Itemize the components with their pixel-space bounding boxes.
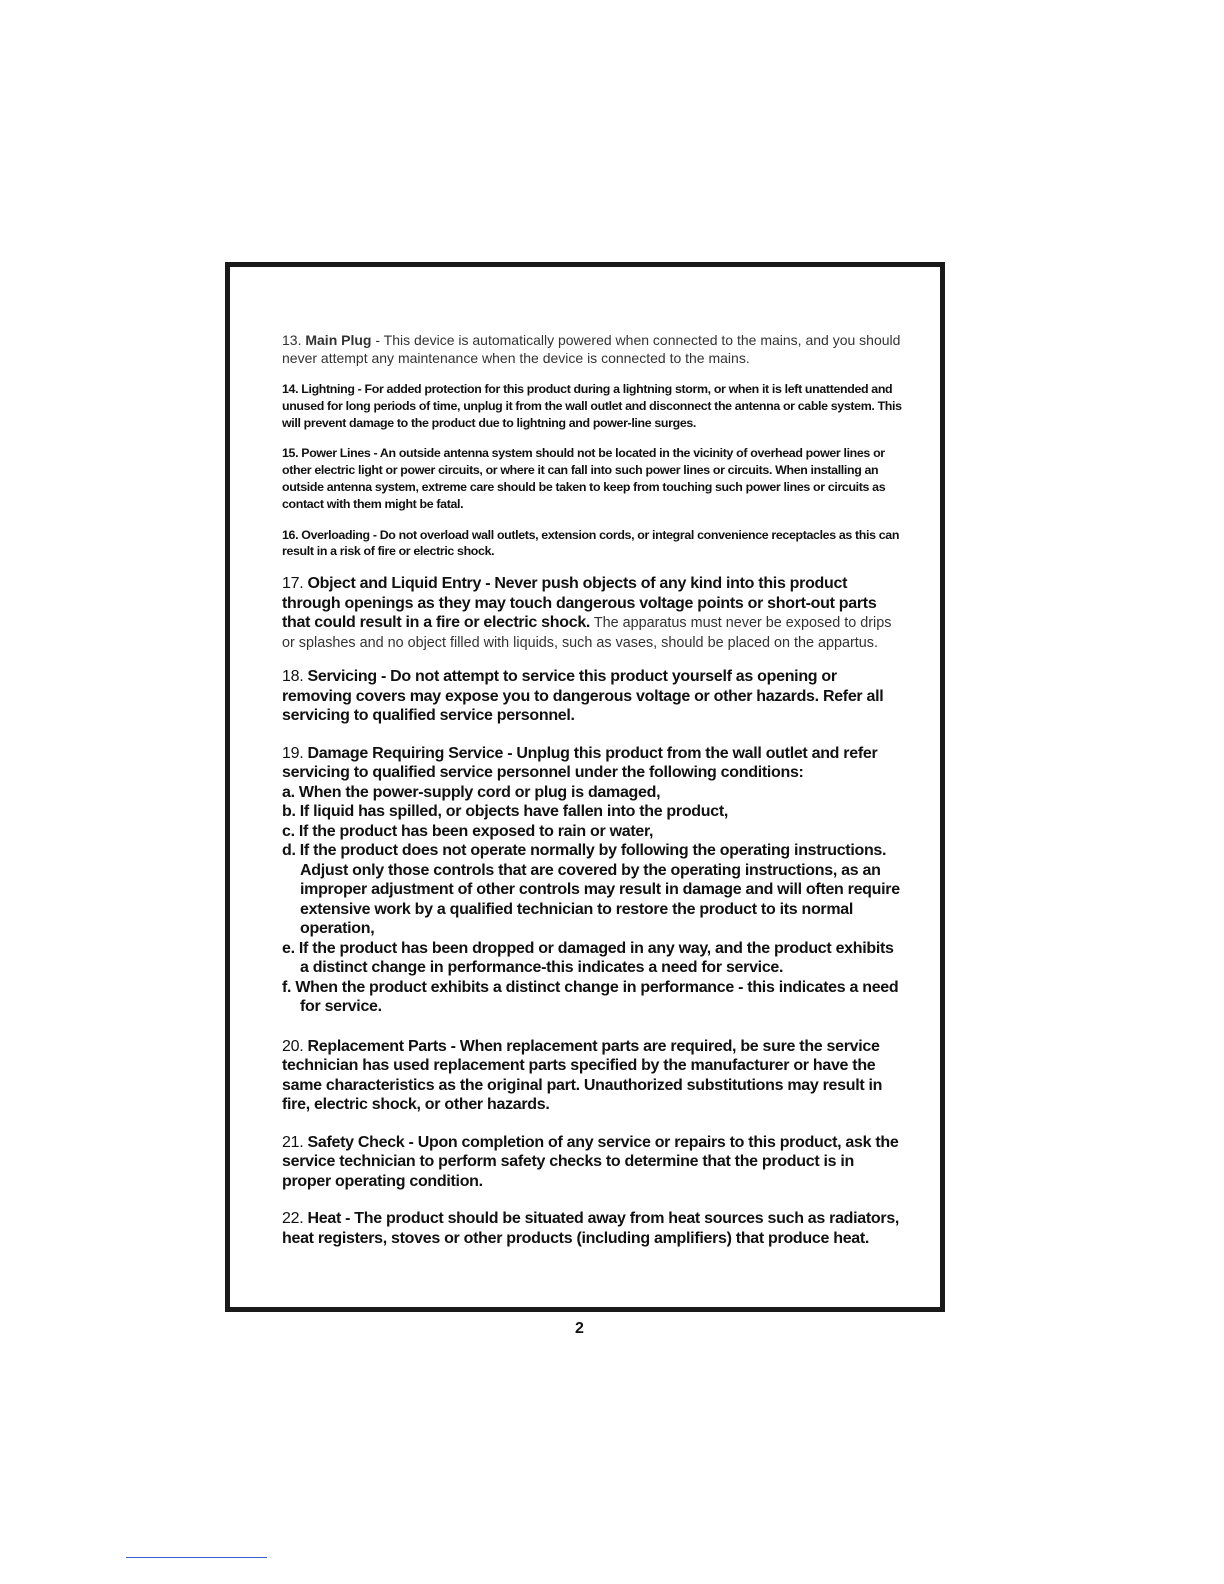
condition-f: f. When the product exhibits a distinct change in performance - this indicates a need for service. (282, 978, 899, 1016)
item-title: Main Plug (305, 332, 372, 348)
item-number: 21. (282, 1133, 304, 1151)
item-title: Lightning (301, 382, 355, 396)
document-frame (225, 262, 945, 1312)
item-text: - This device is automatically powered when connected to the mains, and you should never attempt any maintenance when the device is connected to the mains. (282, 332, 901, 366)
item-title: Overloading (301, 527, 370, 542)
item-20 (282, 1037, 902, 1115)
item-22 (282, 1209, 902, 1248)
item-number: 13. (282, 332, 302, 348)
item-text: - For added protection for this product during a lightning storm, or when it is left unattended and unused for long periods of time, unplug it from the wall outlet and disconnect the antenna or cable system. This will prevent damage to the product due to lightning and power-line surges. (282, 382, 902, 430)
item-19 (282, 744, 902, 1017)
condition-d: d. If the product does not operate normally by following the operating instructions. Adjust only those controls that are covered by the operating instructions, as an improper adjustment of other controls may result in damage and will often require extensive work by a qualified technician to restore the product to its normal operation, (282, 842, 900, 938)
condition-b: b. If liquid has spilled, or objects have fallen into the product, (282, 803, 729, 821)
item-number: 14. (282, 382, 299, 396)
item-number: 20. (282, 1037, 304, 1055)
item-text: - When replacement parts are required, be sure the service technician has used replacement parts specified by the manufacturer or have the same characteristics as the original part. Unauthorized substitutions may result in fire, electric shock, or other hazards. (282, 1037, 883, 1114)
item-text: - Do not attempt to service this product yourself as opening or removing covers may expose you to dangerous voltage or other hazards. Refer all servicing to qualified service personnel. (282, 668, 884, 725)
item-16 (282, 527, 902, 561)
item-text: - Unplug this product from the wall outlet and refer servicing to qualified service personnel under the following conditions: (282, 744, 878, 782)
item-18 (282, 667, 902, 726)
item-number: 16. (282, 527, 299, 542)
safety-instructions (282, 331, 902, 1262)
item-text: - An outside antenna system should not be located in the vicinity of overhead power lines or other electric light or power circuits, or where it can fall into such power lines or circuits. When installing an outside antenna system, extreme care should be taken to keep from touching such power lines or circuits as contact with them might be fatal. (282, 446, 886, 511)
item-number: 19. (282, 744, 304, 762)
item-text: - Upon completion of any service or repairs to this product, ask the service technician to perform safety checks to determine that the product is in proper operating condition. (282, 1133, 899, 1190)
footnote-divider (126, 1557, 267, 1558)
condition-c: c. If the product has been exposed to rain or water, (282, 822, 654, 840)
item-title: Heat (307, 1210, 341, 1228)
item-17 (282, 574, 902, 653)
item-15 (282, 445, 902, 512)
item-number: 18. (282, 668, 304, 686)
item-number: 22. (282, 1210, 304, 1228)
item-21 (282, 1133, 902, 1192)
item-title: Power Lines (301, 446, 371, 461)
condition-a: a. When the power-supply cord or plug is damaged, (282, 783, 661, 801)
item-text: - Do not overload wall outlets, extension cords, or integral convenience receptacles as this can result in a risk of fire or electric shock. (282, 527, 900, 559)
item-title: Safety Check (307, 1133, 405, 1151)
item-text: - The product should be situated away from heat sources such as radiators, heat registers, stoves or other products (including amplifiers) that produce heat. (282, 1210, 900, 1247)
item-title: Servicing (307, 668, 377, 686)
item-text-extra: The apparatus must never be exposed to drips or splashes and no object filled with liquids, such as vases, should be placed on the appartus. (282, 615, 892, 652)
condition-e: e. If the product has been dropped or damaged in any way, and the product exhibits a distinct change in performance-this indicates a need for service. (282, 939, 894, 977)
item-number: 15. (282, 446, 299, 461)
item-number: 17. (282, 575, 304, 593)
item-text: - Never push objects of any kind into this product through openings as they may touch dangerous voltage points or short-out parts that could result in a fire or electric shock. (282, 575, 877, 632)
item-title: Damage Requiring Service (307, 744, 504, 762)
item-title: Object and Liquid Entry (307, 575, 482, 593)
item-title: Replacement Parts (307, 1037, 447, 1055)
item-14 (282, 381, 902, 431)
page-number: 2 (575, 1320, 584, 1337)
item-13 (282, 331, 902, 367)
